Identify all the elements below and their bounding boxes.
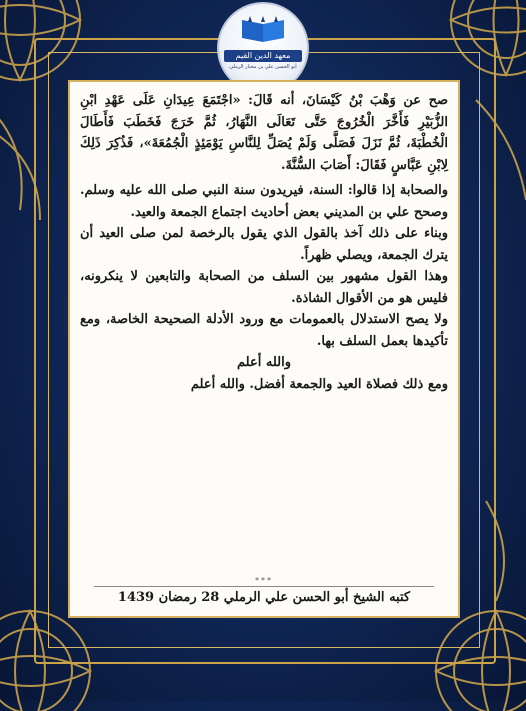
logo-subtitle: أبو الحسن علي بن مختار الرملي <box>229 64 297 70</box>
paragraph-allah-knows: والله أعلم <box>237 355 291 370</box>
author-signature: كتبه الشيخ أبو الحسن علي الرملي 28 رمضان 1439 <box>117 590 411 605</box>
paragraph-sahaba: والصحابة إذا قالوا: السنة، فيريدون سنة النبي صلى الله عليه وسلم. وصحح علي بن المديني بعض أحاديث اجتماع الجمعة والعيد. <box>80 183 448 220</box>
paragraph-ruling: وبناء على ذلك آخذ بالقول الذي يقول بالرخصة لمن صلى العيد أن يترك الجمعة، ويصلي ظهراً. <box>80 226 448 263</box>
signature-divider <box>94 586 434 587</box>
logo-title: معهد الدين القيم <box>224 50 302 62</box>
stars-ornament: *** <box>255 576 273 585</box>
book-logo-icon <box>238 16 288 44</box>
paragraph-salaf: وهذا القول مشهور بين السلف من الصحابة والتابعين لا ينكرونه، فليس هو من الأقوال الشاذة. <box>80 269 448 306</box>
paragraph-evidence: ولا يصح الاستدلال بالعمومات مع ورود الأدلة الصحيحة الخاصة، ومع تأكيدها بعمل السلف بها. <box>80 312 448 349</box>
text-card <box>68 80 460 618</box>
paragraph-hadith: صح عن وَهْبَ بْنُ كَيْسَانَ، أنه قَالَ: «اجْتَمَعَ عِيدَانِ عَلَى عَهْدِ ابْنِ الزُّبَيْرِ فَأَخَّرَ الْخُرُوجَ حَتَّى تَعَالَى النَّهَارُ، ثُمَّ خَرَجَ فَخَطَبَ فَأَطَالَ الْخُطْبَةَ، ثُمَّ نَزَلَ فَصَلَّى وَلَمْ يُصَلِّ لِلنَّاسِ يَوْمَئِذٍ الْجُمُعَةَ»، فَذُكِرَ ذَلِكَ لِابْنِ عَبَّاسٍ فَقَالَ: أَصَابَ السُّنَّةَ. <box>80 93 448 173</box>
paragraph-conclusion: ومع ذلك فصلاة العيد والجمعة أفضل. والله أعلم <box>190 376 448 392</box>
